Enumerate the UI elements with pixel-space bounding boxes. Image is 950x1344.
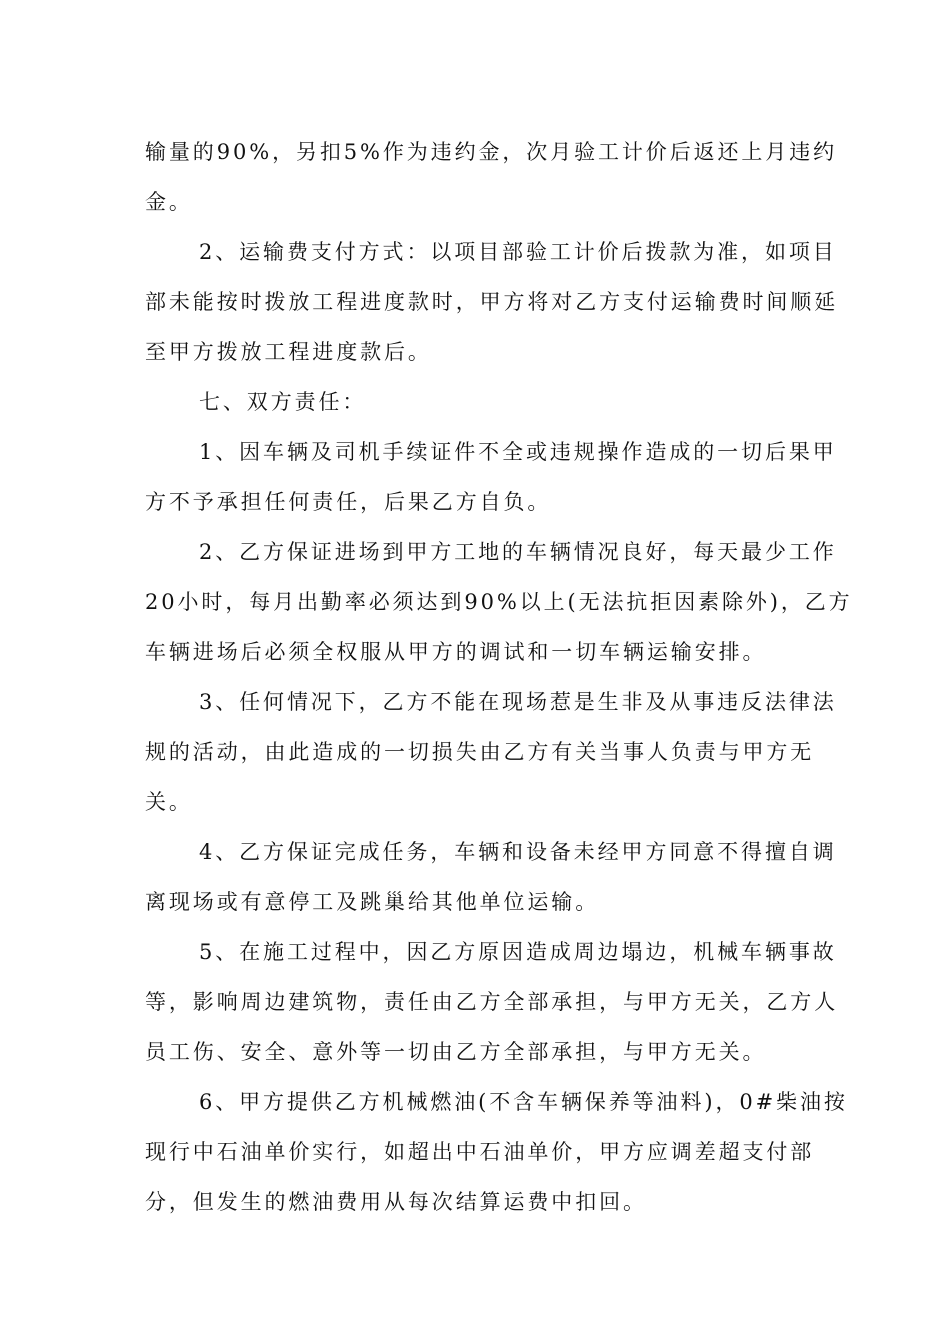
- paragraph-start-line: 2、运输费支付方式：以项目部验工计价后拨款为准，如项目: [199, 240, 837, 264]
- text-line: 现行中石油单价实行，如超出中石油单价，甲方应调差超支付部: [145, 1140, 815, 1164]
- text-line: 金。: [145, 190, 193, 214]
- text-line: 车辆进场后必须全权服从甲方的调试和一切车辆运输安排。: [145, 640, 767, 664]
- paragraph-start-line: 3、任何情况下，乙方不能在现场惹是生非及从事违反法律法: [199, 690, 837, 714]
- paragraph-start-line: 4、乙方保证完成任务，车辆和设备未经甲方同意不得擅自调: [199, 840, 837, 864]
- paragraph-start-line: 1、因车辆及司机手续证件不全或违规操作造成的一切后果甲: [199, 440, 837, 464]
- text-line: 离现场或有意停工及跳巢给其他单位运输。: [145, 890, 600, 914]
- text-line: 分，但发生的燃油费用从每次结算运费中扣回。: [145, 1190, 647, 1214]
- text-line: 等，影响周边建筑物，责任由乙方全部承担，与甲方无关，乙方人: [145, 990, 839, 1014]
- section-heading: 七、双方责任：: [199, 390, 367, 414]
- text-line: 部未能按时拨放工程进度款时，甲方将对乙方支付运输费时间顺延: [145, 290, 839, 314]
- text-line: 员工伤、安全、意外等一切由乙方全部承担，与甲方无关。: [145, 1040, 767, 1064]
- text-line: 规的活动，由此造成的一切损失由乙方有关当事人负责与甲方无: [145, 740, 815, 764]
- text-line: 关。: [145, 790, 193, 814]
- paragraph-start-line: 6、甲方提供乙方机械燃油(不含车辆保养等油料)，0#柴油按: [199, 1090, 848, 1114]
- text-line: 至甲方拨放工程进度款后。: [145, 340, 432, 364]
- paragraph-start-line: 5、在施工过程中，因乙方原因造成周边塌边，机械车辆事故: [199, 940, 837, 964]
- text-line: 20小时，每月出勤率必须达到90%以上(无法抗拒因素除外)，乙方: [145, 590, 853, 614]
- paragraph-start-line: 2、乙方保证进场到甲方工地的车辆情况良好，每天最少工作: [199, 540, 837, 564]
- text-line: 方不予承担任何责任，后果乙方自负。: [145, 490, 552, 514]
- text-line: 输量的90%，另扣5%作为违约金，次月验工计价后返还上月违约: [145, 140, 837, 164]
